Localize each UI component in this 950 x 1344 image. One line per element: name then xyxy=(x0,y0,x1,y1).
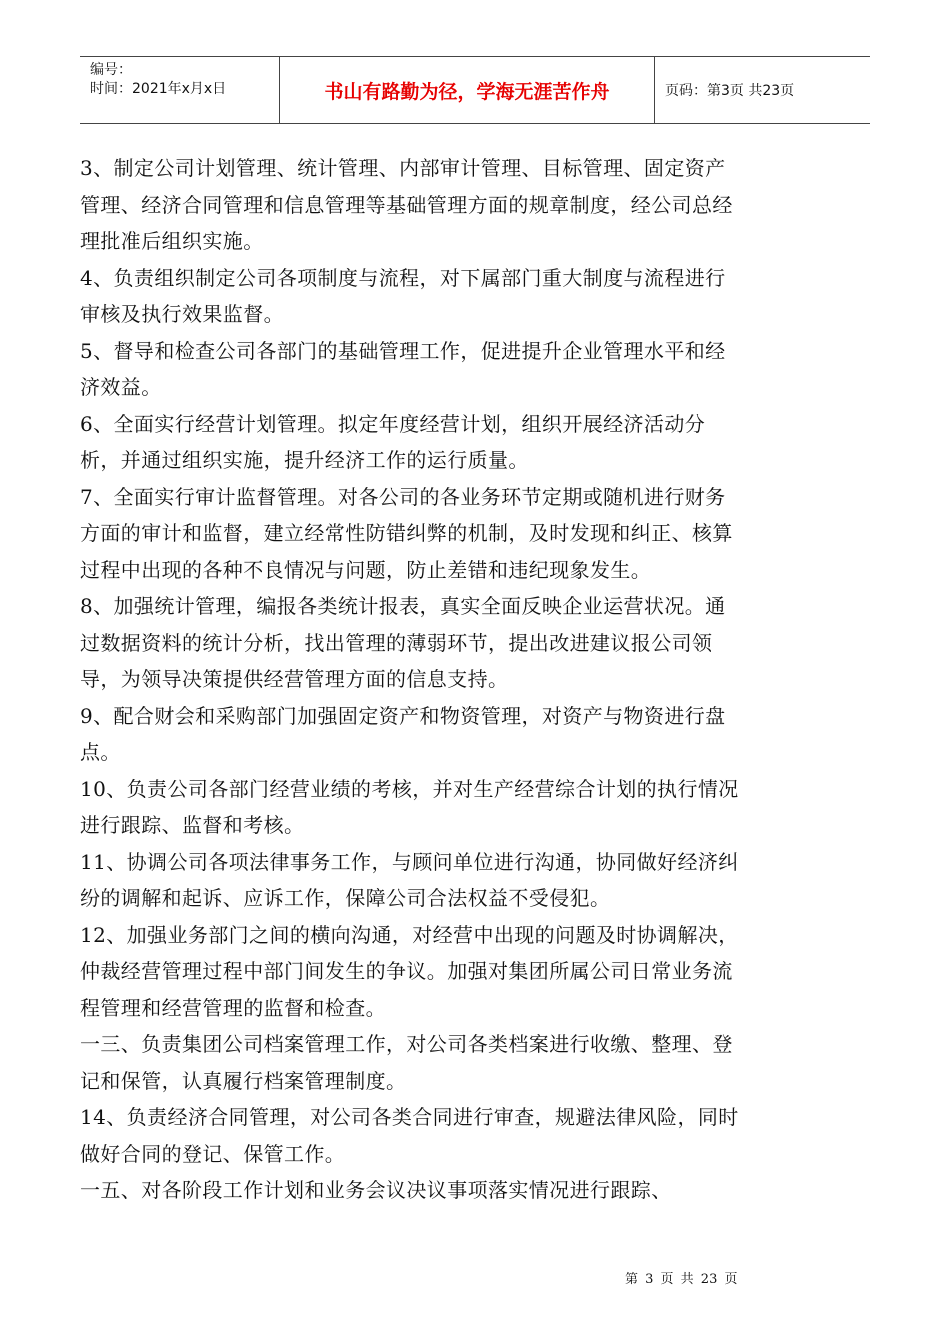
paragraph-11: 11、协调公司各项法律事务工作，与顾问单位进行沟通，协同做好经济纠纷的调解和起诉、应诉工作，保障公司合法权益不受侵犯。 xyxy=(80,849,739,910)
document-body xyxy=(80,150,745,1209)
document-number-label: 编号： xyxy=(90,62,132,78)
paragraph-13: 一三、负责集团公司档案管理工作，对公司各类档案进行收缴、整理、登记和保管，认真履行档案管理制度。 xyxy=(80,1032,733,1093)
paragraph-8: 8、加强统计管理，编报各类统计报表，真实全面反映企业运营状况。通过数据资料的统计分析，找出管理的薄弱环节，提出改进建议报公司领导，为领导决策提供经营管理方面的信息支持。 xyxy=(80,594,726,691)
page-footer: 第 3 页 共 23 页 xyxy=(625,1272,738,1287)
paragraph-9: 9、配合财会和采购部门加强固定资产和物资管理，对资产与物资进行盘点。 xyxy=(80,703,726,764)
document-time-label: 时间：2021年x月x日 xyxy=(90,81,227,97)
page-header xyxy=(80,56,870,124)
paragraph-15: 一五、对各阶段工作计划和业务会议决议事项落实情况进行跟踪、 xyxy=(80,1178,672,1202)
paragraph-6: 6、全面实行经营计划管理。拟定年度经营计划，组织开展经济活动分析，并通过组织实施，提升经济工作的运行质量。 xyxy=(80,411,706,472)
paragraph-7: 7、全面实行审计监督管理。对各公司的各业务环节定期或随机进行财务方面的审计和监督，建立经常性防错纠弊的机制，及时发现和纠正、核算过程中出现的各种不良情况与问题，防止差错和违纪现象发生。 xyxy=(80,484,733,582)
header-motto: 书山有路勤为径，学海无涯苦作舟 xyxy=(280,57,655,123)
paragraph-5: 5、督导和检查公司各部门的基础管理工作，促进提升企业管理水平和经济效益。 xyxy=(80,338,726,399)
header-meta-cell xyxy=(80,57,280,123)
paragraph-10: 10、负责公司各部门经营业绩的考核，并对生产经营综合计划的执行情况进行跟踪、监督和考核。 xyxy=(80,776,739,837)
paragraph-14: 14、负责经济合同管理，对公司各类合同进行审查，规避法律风险，同时做好合同的登记、保管工作。 xyxy=(80,1105,739,1166)
paragraph-4: 4、负责组织制定公司各项制度与流程，对下属部门重大制度与流程进行审核及执行效果监督。 xyxy=(80,265,726,326)
header-page-label: 页码：第3页 共23页 xyxy=(665,83,795,99)
paragraph-12: 12、加强业务部门之间的横向沟通，对经营中出现的问题及时协调解决，仲裁经营管理过程中部门间发生的争议。加强对集团所属公司日常业务流程管理和经营管理的监督和检查。 xyxy=(80,922,739,1020)
paragraph-3: 3、制定公司计划管理、统计管理、内部审计管理、目标管理、固定资产管理、经济合同管理和信息管理等基础管理方面的规章制度，经公司总经理批准后组织实施。 xyxy=(80,156,733,253)
